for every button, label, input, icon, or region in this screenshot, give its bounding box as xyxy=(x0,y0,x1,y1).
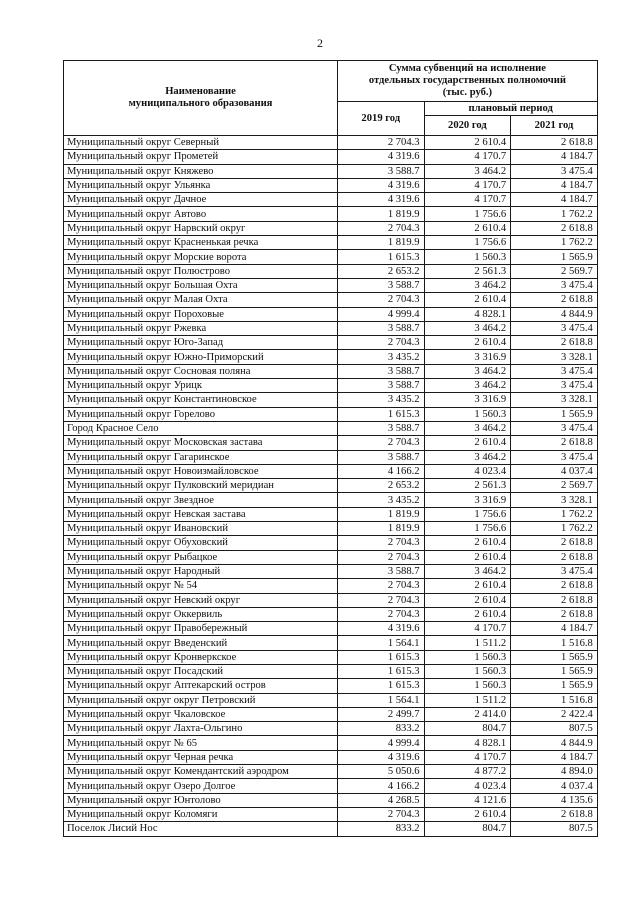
value-2019: 3 588.7 xyxy=(338,278,425,292)
value-2021: 1 762.2 xyxy=(511,207,598,221)
value-2019: 4 319.6 xyxy=(338,150,425,164)
value-2021: 1 565.9 xyxy=(511,407,598,421)
row-name: Муниципальный округ Княжево xyxy=(64,164,338,178)
row-name: Муниципальный округ Красненькая речка xyxy=(64,236,338,250)
value-2021: 2 618.8 xyxy=(511,293,598,307)
table-row xyxy=(64,421,598,435)
value-2020: 2 610.4 xyxy=(424,536,511,550)
value-2021: 4 894.0 xyxy=(511,765,598,779)
row-name: Муниципальный округ Комендантский аэродром xyxy=(64,765,338,779)
value-2019: 2 704.3 xyxy=(338,136,425,150)
table-row xyxy=(64,321,598,335)
table-row xyxy=(64,693,598,707)
value-2019: 1 615.3 xyxy=(338,407,425,421)
value-2020: 4 877.2 xyxy=(424,765,511,779)
value-2021: 4 844.9 xyxy=(511,736,598,750)
table-row xyxy=(64,136,598,150)
value-2020: 1 756.6 xyxy=(424,522,511,536)
header-planned-period: плановый период xyxy=(424,102,597,116)
value-2019: 1 615.3 xyxy=(338,664,425,678)
value-2021: 3 475.4 xyxy=(511,450,598,464)
row-name: Муниципальный округ Народный xyxy=(64,564,338,578)
header-year-2019: 2019 год xyxy=(338,102,425,136)
value-2020: 2 561.3 xyxy=(424,264,511,278)
value-2020: 4 023.4 xyxy=(424,464,511,478)
row-name: Муниципальный округ Малая Охта xyxy=(64,293,338,307)
row-name: Муниципальный округ Морские ворота xyxy=(64,250,338,264)
row-name: Муниципальный округ Ульянка xyxy=(64,178,338,192)
row-name: Муниципальный округ Аптекарский остров xyxy=(64,679,338,693)
value-2020: 3 464.2 xyxy=(424,421,511,435)
row-name: Муниципальный округ Южно-Приморский xyxy=(64,350,338,364)
value-2019: 4 319.6 xyxy=(338,178,425,192)
value-2021: 2 618.8 xyxy=(511,336,598,350)
row-name: Муниципальный округ Пулковский меридиан xyxy=(64,479,338,493)
table-row xyxy=(64,364,598,378)
row-name: Город Красное Село xyxy=(64,421,338,435)
row-name: Муниципальный округ Урицк xyxy=(64,379,338,393)
value-2020: 3 464.2 xyxy=(424,278,511,292)
value-2019: 1 819.9 xyxy=(338,522,425,536)
row-name: Муниципальный округ Автово xyxy=(64,207,338,221)
value-2021: 1 516.8 xyxy=(511,636,598,650)
value-2019: 2 704.3 xyxy=(338,436,425,450)
value-2019: 3 588.7 xyxy=(338,321,425,335)
table-row xyxy=(64,550,598,564)
value-2020: 1 511.2 xyxy=(424,636,511,650)
value-2020: 1 511.2 xyxy=(424,693,511,707)
value-2019: 1 819.9 xyxy=(338,207,425,221)
table-row xyxy=(64,264,598,278)
value-2020: 2 414.0 xyxy=(424,707,511,721)
value-2020: 1 756.6 xyxy=(424,236,511,250)
value-2021: 4 844.9 xyxy=(511,307,598,321)
value-2019: 1 819.9 xyxy=(338,507,425,521)
row-name: Муниципальный округ Большая Охта xyxy=(64,278,338,292)
value-2019: 4 999.4 xyxy=(338,736,425,750)
value-2021: 4 184.7 xyxy=(511,150,598,164)
value-2019: 1 564.1 xyxy=(338,693,425,707)
row-name: Муниципальный округ Кронверкское xyxy=(64,650,338,664)
table-row xyxy=(64,307,598,321)
header-year-2020: 2020 год xyxy=(424,116,511,136)
table-row xyxy=(64,507,598,521)
value-2020: 3 464.2 xyxy=(424,564,511,578)
value-2019: 4 319.6 xyxy=(338,193,425,207)
value-2021: 4 184.7 xyxy=(511,622,598,636)
table-row xyxy=(64,807,598,821)
value-2021: 1 565.9 xyxy=(511,650,598,664)
value-2019: 3 588.7 xyxy=(338,421,425,435)
table-row xyxy=(64,278,598,292)
value-2021: 2 618.8 xyxy=(511,550,598,564)
table-row xyxy=(64,765,598,779)
value-2020: 2 610.4 xyxy=(424,136,511,150)
value-2020: 4 170.7 xyxy=(424,178,511,192)
value-2019: 4 166.2 xyxy=(338,464,425,478)
value-2019: 2 704.3 xyxy=(338,593,425,607)
table-row xyxy=(64,493,598,507)
value-2020: 2 610.4 xyxy=(424,436,511,450)
value-2020: 1 560.3 xyxy=(424,407,511,421)
row-name: Муниципальный округ Звездное xyxy=(64,493,338,507)
value-2019: 4 166.2 xyxy=(338,779,425,793)
value-2021: 2 618.8 xyxy=(511,579,598,593)
row-name: Муниципальный округ Сосновая поляна xyxy=(64,364,338,378)
value-2019: 2 704.3 xyxy=(338,221,425,235)
value-2021: 3 328.1 xyxy=(511,350,598,364)
table-row xyxy=(64,579,598,593)
value-2021: 1 762.2 xyxy=(511,507,598,521)
value-2020: 4 023.4 xyxy=(424,779,511,793)
value-2020: 1 560.3 xyxy=(424,679,511,693)
value-2019: 3 435.2 xyxy=(338,393,425,407)
value-2019: 2 704.3 xyxy=(338,807,425,821)
row-name: Муниципальный округ Коломяги xyxy=(64,807,338,821)
value-2019: 1 615.3 xyxy=(338,250,425,264)
value-2019: 2 499.7 xyxy=(338,707,425,721)
row-name: Муниципальный округ Оккервиль xyxy=(64,607,338,621)
value-2019: 3 435.2 xyxy=(338,350,425,364)
subsidy-table xyxy=(63,60,598,837)
row-name: Муниципальный округ Новоизмайловское xyxy=(64,464,338,478)
value-2019: 2 704.3 xyxy=(338,607,425,621)
value-2019: 1 615.3 xyxy=(338,650,425,664)
value-2020: 1 560.3 xyxy=(424,250,511,264)
value-2019: 2 704.3 xyxy=(338,293,425,307)
value-2019: 3 588.7 xyxy=(338,450,425,464)
header-name: Наименование муниципального образования xyxy=(64,61,338,136)
value-2020: 2 610.4 xyxy=(424,293,511,307)
value-2019: 4 319.6 xyxy=(338,622,425,636)
value-2020: 3 316.9 xyxy=(424,350,511,364)
value-2021: 3 475.4 xyxy=(511,564,598,578)
row-name: Муниципальный округ Константиновское xyxy=(64,393,338,407)
value-2021: 2 618.8 xyxy=(511,807,598,821)
value-2021: 4 184.7 xyxy=(511,193,598,207)
table-row xyxy=(64,164,598,178)
row-name: Муниципальный округ Московская застава xyxy=(64,436,338,450)
value-2020: 4 828.1 xyxy=(424,736,511,750)
value-2019: 4 999.4 xyxy=(338,307,425,321)
value-2021: 2 618.8 xyxy=(511,593,598,607)
row-name: Поселок Лисий Нос xyxy=(64,822,338,836)
value-2020: 2 610.4 xyxy=(424,221,511,235)
value-2021: 2 618.8 xyxy=(511,607,598,621)
table-row xyxy=(64,336,598,350)
table-row xyxy=(64,522,598,536)
value-2021: 2 569.7 xyxy=(511,479,598,493)
value-2020: 3 464.2 xyxy=(424,379,511,393)
value-2019: 3 588.7 xyxy=(338,564,425,578)
table-row xyxy=(64,293,598,307)
table-row xyxy=(64,779,598,793)
value-2019: 3 588.7 xyxy=(338,379,425,393)
value-2021: 2 618.8 xyxy=(511,221,598,235)
value-2020: 3 464.2 xyxy=(424,364,511,378)
value-2020: 804.7 xyxy=(424,722,511,736)
table-row xyxy=(64,607,598,621)
row-name: Муниципальный округ Полюстрово xyxy=(64,264,338,278)
value-2019: 4 319.6 xyxy=(338,750,425,764)
row-name: Муниципальный округ Горелово xyxy=(64,407,338,421)
table-row xyxy=(64,707,598,721)
value-2021: 4 037.4 xyxy=(511,779,598,793)
row-name: Муниципальный округ Лахта-Ольгино xyxy=(64,722,338,736)
row-name: Муниципальный округ округ Петровский xyxy=(64,693,338,707)
table-row xyxy=(64,207,598,221)
value-2021: 1 762.2 xyxy=(511,236,598,250)
header-sum: Сумма субвенций на исполнение отдельных государственных полномочий (тыс. руб.) xyxy=(338,61,598,102)
row-name: Муниципальный округ Чкаловское xyxy=(64,707,338,721)
row-name: Муниципальный округ Гагаринское xyxy=(64,450,338,464)
value-2021: 3 475.4 xyxy=(511,164,598,178)
value-2021: 4 184.7 xyxy=(511,750,598,764)
table-row xyxy=(64,736,598,750)
value-2020: 2 610.4 xyxy=(424,607,511,621)
value-2021: 4 135.6 xyxy=(511,793,598,807)
value-2020: 1 756.6 xyxy=(424,207,511,221)
table-body xyxy=(64,136,598,837)
value-2021: 2 618.8 xyxy=(511,536,598,550)
value-2020: 4 170.7 xyxy=(424,150,511,164)
value-2021: 1 516.8 xyxy=(511,693,598,707)
table-row xyxy=(64,722,598,736)
value-2019: 3 435.2 xyxy=(338,493,425,507)
row-name: Муниципальный округ Юго-Запад xyxy=(64,336,338,350)
table-row xyxy=(64,793,598,807)
value-2020: 3 464.2 xyxy=(424,450,511,464)
value-2020: 4 170.7 xyxy=(424,193,511,207)
value-2019: 2 704.3 xyxy=(338,536,425,550)
row-name: Муниципальный округ Черная речка xyxy=(64,750,338,764)
row-name: Муниципальный округ Прометей xyxy=(64,150,338,164)
value-2020: 2 610.4 xyxy=(424,579,511,593)
value-2020: 4 828.1 xyxy=(424,307,511,321)
table-row xyxy=(64,593,598,607)
table-row xyxy=(64,236,598,250)
value-2021: 1 565.9 xyxy=(511,679,598,693)
value-2021: 807.5 xyxy=(511,822,598,836)
table-row xyxy=(64,750,598,764)
row-name: Муниципальный округ № 65 xyxy=(64,736,338,750)
value-2021: 1 762.2 xyxy=(511,522,598,536)
row-name: Муниципальный округ Пороховые xyxy=(64,307,338,321)
value-2019: 2 704.3 xyxy=(338,550,425,564)
value-2021: 3 328.1 xyxy=(511,493,598,507)
table-row xyxy=(64,436,598,450)
table-row xyxy=(64,622,598,636)
value-2020: 4 121.6 xyxy=(424,793,511,807)
value-2020: 804.7 xyxy=(424,822,511,836)
value-2019: 833.2 xyxy=(338,822,425,836)
row-name: Муниципальный округ Озеро Долгое xyxy=(64,779,338,793)
table-row xyxy=(64,464,598,478)
table-row xyxy=(64,679,598,693)
table-row xyxy=(64,564,598,578)
row-name: Муниципальный округ № 54 xyxy=(64,579,338,593)
value-2021: 3 475.4 xyxy=(511,421,598,435)
value-2020: 2 561.3 xyxy=(424,479,511,493)
row-name: Муниципальный округ Нарвский округ xyxy=(64,221,338,235)
value-2019: 3 588.7 xyxy=(338,364,425,378)
page-number: 2 xyxy=(317,36,323,50)
table-row xyxy=(64,178,598,192)
row-name: Муниципальный округ Обуховский xyxy=(64,536,338,550)
value-2021: 2 618.8 xyxy=(511,136,598,150)
table-row xyxy=(64,650,598,664)
table-row xyxy=(64,450,598,464)
value-2020: 1 756.6 xyxy=(424,507,511,521)
value-2021: 4 037.4 xyxy=(511,464,598,478)
row-name: Муниципальный округ Дачное xyxy=(64,193,338,207)
value-2019: 2 653.2 xyxy=(338,479,425,493)
value-2020: 4 170.7 xyxy=(424,622,511,636)
row-name: Муниципальный округ Невский округ xyxy=(64,593,338,607)
value-2021: 1 565.9 xyxy=(511,664,598,678)
table-row xyxy=(64,393,598,407)
value-2021: 2 422.4 xyxy=(511,707,598,721)
value-2020: 2 610.4 xyxy=(424,550,511,564)
row-name: Муниципальный округ Северный xyxy=(64,136,338,150)
table-row xyxy=(64,221,598,235)
value-2020: 2 610.4 xyxy=(424,593,511,607)
value-2021: 807.5 xyxy=(511,722,598,736)
value-2020: 3 464.2 xyxy=(424,164,511,178)
table-row xyxy=(64,407,598,421)
row-name: Муниципальный округ Юнтолово xyxy=(64,793,338,807)
value-2021: 1 565.9 xyxy=(511,250,598,264)
value-2019: 1 564.1 xyxy=(338,636,425,650)
table-row xyxy=(64,193,598,207)
header-year-2021: 2021 год xyxy=(511,116,598,136)
value-2019: 3 588.7 xyxy=(338,164,425,178)
table-header xyxy=(64,61,598,136)
value-2019: 2 704.3 xyxy=(338,579,425,593)
value-2021: 3 475.4 xyxy=(511,364,598,378)
table-row xyxy=(64,636,598,650)
table-row xyxy=(64,379,598,393)
row-name: Муниципальный округ Правобережный xyxy=(64,622,338,636)
value-2019: 2 653.2 xyxy=(338,264,425,278)
value-2020: 4 170.7 xyxy=(424,750,511,764)
value-2020: 1 560.3 xyxy=(424,650,511,664)
table-row xyxy=(64,664,598,678)
row-name: Муниципальный округ Рыбацкое xyxy=(64,550,338,564)
value-2020: 3 464.2 xyxy=(424,321,511,335)
value-2021: 4 184.7 xyxy=(511,178,598,192)
value-2021: 3 475.4 xyxy=(511,321,598,335)
value-2019: 1 615.3 xyxy=(338,679,425,693)
table-row xyxy=(64,536,598,550)
row-name: Муниципальный округ Ржевка xyxy=(64,321,338,335)
row-name: Муниципальный округ Посадский xyxy=(64,664,338,678)
value-2021: 2 618.8 xyxy=(511,436,598,450)
value-2020: 2 610.4 xyxy=(424,336,511,350)
table-row xyxy=(64,350,598,364)
value-2019: 1 819.9 xyxy=(338,236,425,250)
value-2021: 3 328.1 xyxy=(511,393,598,407)
value-2021: 2 569.7 xyxy=(511,264,598,278)
table-row xyxy=(64,479,598,493)
value-2020: 3 316.9 xyxy=(424,393,511,407)
value-2019: 4 268.5 xyxy=(338,793,425,807)
row-name: Муниципальный округ Введенский xyxy=(64,636,338,650)
table-row xyxy=(64,250,598,264)
value-2019: 5 050.6 xyxy=(338,765,425,779)
table-row xyxy=(64,822,598,836)
value-2021: 3 475.4 xyxy=(511,379,598,393)
value-2019: 833.2 xyxy=(338,722,425,736)
value-2021: 3 475.4 xyxy=(511,278,598,292)
row-name: Муниципальный округ Невская застава xyxy=(64,507,338,521)
value-2020: 1 560.3 xyxy=(424,664,511,678)
value-2020: 2 610.4 xyxy=(424,807,511,821)
row-name: Муниципальный округ Ивановский xyxy=(64,522,338,536)
table-row xyxy=(64,150,598,164)
value-2020: 3 316.9 xyxy=(424,493,511,507)
value-2019: 2 704.3 xyxy=(338,336,425,350)
